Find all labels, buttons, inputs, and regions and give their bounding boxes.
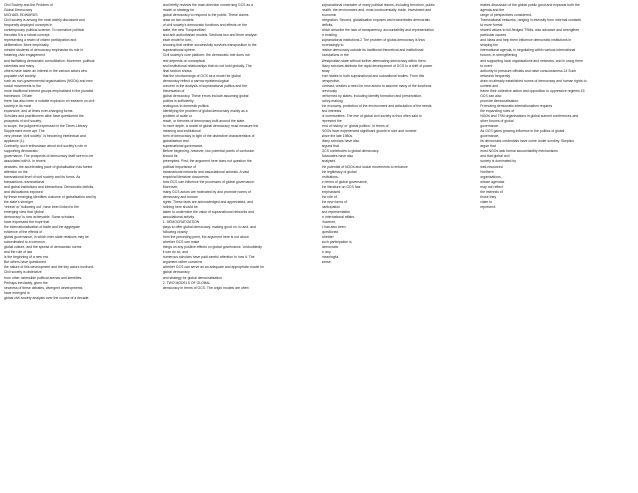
text-line: economic [321,13,337,18]
text-line: in international affairs. [321,214,356,219]
text-line: Civil society's core platform: the democratic role does not [162,53,250,58]
text-line: prospects of civil society, [4,119,42,124]
text-line: shared values to full-fledged TSMs, also advance and strengthen [480,28,580,33]
text-line: Before beginning, however, two potential points of confusion [162,149,255,154]
text-line: Supplement more apt. The [4,129,45,134]
text-line: claim to [480,199,493,204]
text-line: networks frequently [480,73,511,78]
text-line: such as non-governmental organisations (NGOs) and new [4,78,93,83]
text-line: deliberation. More empirically [4,43,49,48]
text-line: and that global civil [480,154,510,159]
text-line: perspective, [321,78,341,83]
text-line: from states to both supranational and subnational bodies. From this [321,73,425,78]
text-line: newness of these debates, divergent developments [4,285,83,290]
text-line: GCS contributes to global democracy. [321,149,380,154]
text-line: in scope, the judgment expressed in the Times Literary [4,124,88,129]
text-line: plays to offer global democracy: making good on, to and, and [162,225,256,230]
text-line: agenda and the [480,8,505,13]
text-line: previously [321,88,337,93]
text-line: integration. Second, globalisation exposes and exacerbates democratic [321,18,431,23]
text-line: In more depth, a model of global democracy must measure the [162,124,259,129]
text-line: the state's stronger [4,199,34,204]
text-line: democracy reflect a narrow epistemological [162,78,229,83]
text-line: taken to undermine the value of supranational networks and [162,209,254,214]
text-line: policy-making, [321,98,344,103]
text-line: rights. These facts are acknowledged and appreciated, and [162,199,253,204]
text-line: from the preceding point, the argument here is not about [162,235,249,240]
text-line: social movements to the [4,83,42,88]
text-line: others have taken an interest in the various actors who [4,68,88,73]
text-line: form of democracy in light of the distinctive characteristics of [162,134,255,139]
text-line: contemporary political science. To normative political [4,28,84,33]
text-line: and strategy for global democratisation. [162,275,223,280]
text-line: political importance of [162,164,196,169]
text-line: But others have questioned [4,260,46,265]
text-line: MICHAEL EDWARDS [4,13,38,18]
text-line: politics is sufficiently [162,98,194,103]
text-line: health, the environment and, most controversially, trade, investment and [321,8,432,13]
text-line: 'end of history' or 'global politics'. In terms of [321,124,389,129]
text-line: Many scholars attribute the rapid development of GCS to a shift of power [321,63,433,68]
text-line: fostering civic engagement [4,53,45,58]
text-line: it can do so, and [162,250,188,255]
text-line: problem of scale or [162,114,192,119]
text-line: supranational institutions.2 The problem of global democracy is thus [321,38,426,43]
text-line: authority to pressure officials and raise consciousness.14 Such [480,68,577,73]
text-line: away [321,68,330,73]
text-line: Advocates have also [321,154,354,159]
text-line: the interests of [480,189,503,194]
text-line: decades, the accelerating pace of globalisation has fueled [4,164,93,169]
text-line: reach, or theories of democracy built around the state. [162,119,246,124]
text-line: organisations, [480,174,502,179]
text-line: and interests [321,108,342,113]
text-line: supranational sphere. [162,48,196,53]
text-line: evidence of the effects of [4,230,43,235]
text-line: by these emerging identities outcome of globalisation and by [4,194,97,199]
text-line: and the rule of law [4,250,33,255]
text-line: governance, [480,134,500,139]
text-line: following closely [162,230,188,235]
text-line: is the beginning of a new era. [4,255,49,260]
text-line: Promoting democratic internationalism requires [480,103,553,108]
text-line: frequently deployed concepts in [4,23,53,28]
text-line: Northern [480,169,494,174]
text-line: and anti-authoritarian models. Sections two and three analyse [162,33,257,38]
text-line: represent the [321,119,342,124]
text-line: the nature of this development and the key actors involved. [4,265,94,270]
text-line: GCS can also [480,93,502,98]
text-line: range of perspectives considered. [480,13,532,18]
text-line: minded students of democracy emphasise its role in [4,48,84,53]
text-line: should be [162,154,178,159]
text-line: sense. [321,260,332,265]
text-line: in any [321,250,331,255]
text-line: very phrase 'civil society', is becoming intellectual and [4,134,86,139]
text-line: framework. Of late [4,93,33,98]
text-line: draw on already established norms of democracy and human rights to [480,78,587,83]
text-line: argued that [321,144,339,149]
text-line: Civil society is among the most widely discussed and [4,18,85,23]
text-line: more traditional interest groups emphasised in the pluralist [4,88,94,93]
text-line: democracy in terms of GCS. The origin models are often [162,285,249,290]
text-column-4 [480,3,634,493]
text-line: associated with it. In recent [4,159,46,164]
text-line: performed by states, including identify formation and preservation, [321,93,423,98]
text-line: As GCS gains growing influence in the politics of global [480,129,565,134]
text-line: supranational governance. [162,144,204,149]
text-line: global governance, in which inter-state relations may be [4,235,89,240]
text-line: many GCS actors are motivated by and promote norms of [162,189,251,194]
text-line: in existing [321,33,337,38]
text-line: governance. The prospects of democracy itself seem to be [4,154,94,159]
text-line: and institutional relationships that do not hold globally. The [162,63,252,68]
text-line: whether GCS can serve as an adequate and appropriate model for [162,265,265,270]
text-line: global democracy. These errors include assuming global [162,93,249,98]
text-line: things on any positive effects on global governance. Undoubtedly [162,245,262,250]
text-line: populate civil society, [4,73,37,78]
text-line: final section shows [162,68,192,73]
text-line: democracy' is now achievable. Some scholars [4,214,75,219]
text-line: how GCS can influence the processes of global governance. [162,179,255,184]
text-line: 1. DEMOCRATIZATION [162,220,200,225]
text-line: 2. TWO MODELS OF GLOBAL [162,280,211,285]
text-line: such participation is [321,240,352,245]
text-line: represent. [480,204,496,209]
text-line: forums, in strengthening [480,53,518,58]
text-line: the legitimacy of global [321,169,357,174]
text-line: Global Democracy [4,8,33,13]
text-line: numerous scholars have paid careful attention to how it. The [162,255,255,260]
text-line: transnational level of civil society and its forms. As [4,174,81,179]
text-line: contrast, creates a need for new actors to assume many of the functions [321,83,432,88]
text-line: analysed [321,159,336,164]
text-line: society in its most [4,103,32,108]
text-line: the expanding roles of [480,108,515,113]
text-line: from other ostensible political arenas and identities. [4,275,83,280]
text-line: of civil society's democratic functions and effects on the [162,23,248,28]
text-line: empirical literature documents [162,174,209,179]
text-line: questioned [321,230,339,235]
text-line: participation [321,204,341,209]
text-line: the economy, protection of the environment and articulation of the needs [321,103,432,108]
text-line: deficits, [321,23,334,28]
text-line: democracy and human [162,194,198,199]
text-column-3 [322,3,476,493]
text-line: expansive, and at times ever-changing forms. [4,108,74,113]
text-line: meaningful [321,255,339,260]
text-line: Contrarily, such enthusiasm about civil society's role in [4,144,87,149]
text-line: that the shortcomings of GCS as a model for global [162,73,241,78]
text-line: and dislocations exposed [4,189,43,194]
text-line: Many scholars have also [321,139,360,144]
text-line: showing that neither successfully survives transposition to the [162,43,257,48]
text-line: and ideas and help them influence democratic institutions in [480,38,572,43]
text-line: Identifying the problem of global democracy mainly as a [162,108,248,113]
text-line: Scholars and practitioners alike have questioned the [4,114,84,119]
text-line: each model in turn, [162,38,192,43]
text-line: Westphalian state without further attenuating democracy within them. [321,58,427,63]
text-line: state, the new 'Tocquevillian' [162,28,207,33]
text-line: have emerged in [4,290,30,295]
text-line: the literature on GCS has [321,184,361,189]
text-line: increasingly to [321,43,344,48]
text-line: appliance (1). [4,139,25,144]
text-line: whose agendas [480,179,505,184]
text-line: argue that [480,144,496,149]
text-line: international agenda, in negotiating within various international [480,48,576,53]
text-line: shaping the [480,43,499,48]
text-line: and representation [321,209,351,214]
text-line: there has also been a notable explosion of research on civil [4,98,95,103]
text-line: other forums of global [480,119,514,124]
text-line: may not reflect [480,184,503,189]
text-line: foundations in the [321,53,349,58]
text-line: Civil Society and the Problem of [4,3,53,7]
text-line: In terms of global governance, [321,179,368,184]
text-line: global democracy [162,270,190,275]
text-line: analogous to domestic politics. [162,103,210,108]
text-line: associational activity. [162,214,195,219]
text-line: it has also been [321,225,346,230]
text-line: globalisation and [162,139,189,144]
text-line: since the late 1980s. [321,134,354,139]
text-line: emphasised [321,189,341,194]
text-line: to more formal [480,23,503,28]
text-line: attention on the [4,169,28,174]
text-line: whether GCS can make [162,240,200,245]
text-line: democratic [321,245,339,250]
text-column-1 [4,3,158,493]
text-line: particular causes [480,33,507,38]
text-line: scientists and many [4,63,35,68]
text-line: supranational character of many political issues, including terrorism, public [321,3,435,7]
text-line: Transnational networks, ranging in intensity from informal contacts [480,18,582,23]
text-line: rest depends on conceptual [162,58,205,63]
text-line: promote democratisation: [480,98,520,103]
text-line: meaning and institutional [162,129,201,134]
text-line: Perhaps inevitably, given the [4,280,48,285]
text-line: makes discussion of the global public good and expands both the [480,3,580,7]
text-line: society is dominated by [480,159,516,164]
text-line: preempted. First, the argument here does not question the [162,159,252,164]
text-line: and supporting local organisations and networks, and in using them [480,58,583,63]
text-line: to exert [480,63,492,68]
text-line: frame their collective action and opposition to oppressive regimes.15 [480,88,585,93]
text-line: most NGOs lack formal accountability mechanisms [480,149,558,154]
text-line: Moreover, [162,184,179,189]
text-line: and global institutions and interactions. Democratic deficits, [4,184,95,189]
text-line: theorisation of [162,88,185,93]
text-line: transnational networks and associational activists. A vast [162,169,249,174]
text-line: the new forms of [321,199,347,204]
text-line: the role of [321,194,337,199]
text-line: global democracy to respond to the public. These claims [162,13,249,18]
text-line: model or strategy for [162,8,195,13]
text-line: and briefly reviews the main direction concerning GCS as a [162,3,253,7]
text-line: global culture, and the spread of democratic norms [4,245,82,250]
text-line: nothing here should be [162,204,198,209]
text-line: NGOs have experienced significant growth in size and number [321,129,417,134]
text-line: transactions, transnational [4,179,45,184]
text-line: global civil society analysis over the course of a decade. [4,295,90,300]
text-line: whether [321,235,334,240]
text-line: emerging view that 'global [4,209,44,214]
text-line: realise democracy outside its traditional theoretical and institutional [321,48,424,53]
text-line: argument rather concerns [162,260,203,265]
text-line: supporting democratic [4,149,38,154]
text-line: However, [321,220,336,225]
text-line: have expressed the hope that [4,220,50,225]
text-line: NGOs and TSM organisations in global summit conferences and [480,114,579,119]
text-line: subordinated to a common [4,240,45,245]
text-line: which describe the lack of transparency, accountability and representation [321,28,434,33]
text-line: well-resourced [480,164,503,169]
text-line: institutions. [321,174,339,179]
text-line: of communities. The rise of global civil society is thus often said to [321,114,422,119]
text-line: those they [480,194,497,199]
text-line: theorists it is a robust concept [4,33,50,38]
text-line: contest and [480,83,499,88]
text-line: the potential of NGOs and social movements to enhance [321,164,408,169]
text-line: and facilitating democratic consolidation. Moreover, political [4,58,95,63]
text-line: its democratic credentials have come under scrutiny. Skeptics [480,139,574,144]
text-line: draw on two models [162,18,194,23]
text-line: governance. [480,124,500,129]
text-line: representing a realm of citizen participation and [4,38,77,43]
text-column-2 [163,3,317,493]
text-line: 'retreat' or 'hollowing out', have been linked to the [4,204,80,209]
text-line: Civil society is distinctive [4,270,42,275]
text-line: the internationalisation of trade and the aggregate [4,225,80,230]
text-line: concern in the analysis of supranational politics and the [162,83,248,88]
